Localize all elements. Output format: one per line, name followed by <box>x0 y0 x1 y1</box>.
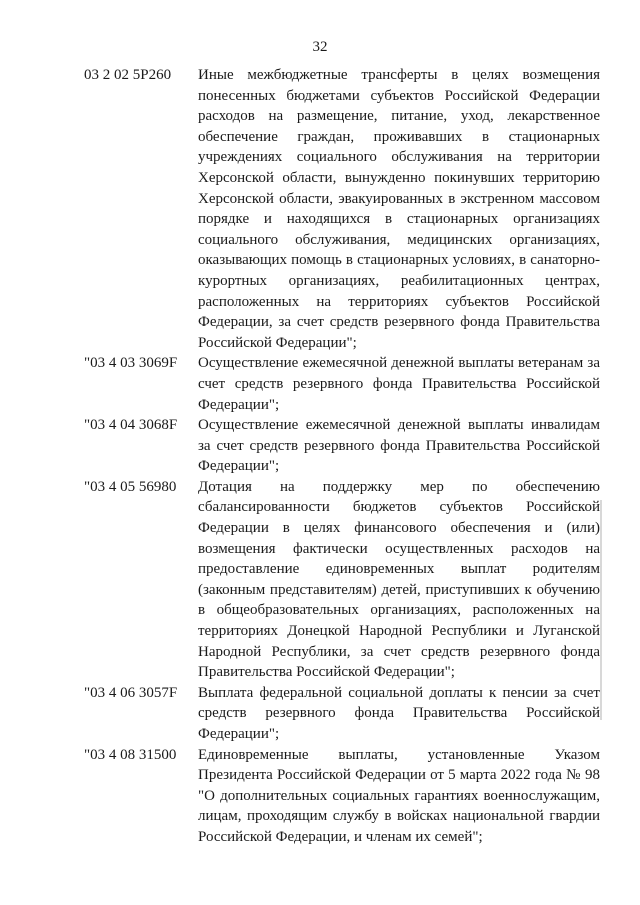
budget-description: Единовременные выплаты, установленные Указом Президента Российской Федерации от 5 марта 2022 года № 98 "О дополнительных социальных гарантиях военнослужащим, лицам, проходящим службу в войсках национальной гвардии Российской Федерации, и членам их семей"; <box>198 746 600 845</box>
budget-code: "03 4 05 56980 <box>84 478 177 495</box>
budget-code: "03 4 04 3068F <box>84 417 178 434</box>
page-number: 32 <box>312 39 328 55</box>
budget-code: "03 4 06 3057F <box>84 684 178 701</box>
budget-code: 03 2 02 5Р260 <box>84 67 172 83</box>
budget-description: Осуществление ежемесячной денежной выплаты инвалидам за счет средств резервного фонда Правительства Российской Федерации"; <box>198 417 600 475</box>
budget-description: Выплата федеральной социальной доплаты к пенсии за счет средств резервного фонда Правительства Российской Федерации"; <box>198 684 600 742</box>
budget-code: "03 4 08 31500 <box>84 746 177 763</box>
budget-entry <box>84 477 600 683</box>
budget-entry <box>84 353 600 415</box>
budget-entry <box>84 683 600 745</box>
budget-entry <box>84 745 600 848</box>
budget-code-list <box>84 65 600 848</box>
budget-code: "03 4 03 3069F <box>84 355 178 372</box>
budget-description: Осуществление ежемесячной денежной выплаты ветеранам за счет средств резервного фонда Правительства Российской Федерации"; <box>198 355 600 413</box>
scan-edge-shadow <box>600 500 602 720</box>
budget-entry <box>84 415 600 477</box>
budget-description: Дотация на поддержку мер по обеспечению сбалансированности бюджетов субъектов Российской Федерации в целях финансового обеспечения и (или) возмещения фактически осуществленных расходов на предоставление единовременных выплат родителям (законным представителям) детей, приступивших к обучению в общеобразовательных организациях, расположенных на территориях Донецкой Народной Республики и Луганской Народной Республики, за счет средств резервного фонда Правительства Российской Федерации"; <box>198 478 600 681</box>
budget-entry <box>84 65 600 353</box>
budget-description: Иные межбюджетные трансферты в целях возмещения понесенных бюджетами субъектов Российской Федерации расходов на размещение, питание, уход, лекарственное обеспечение граждан, проживавших в стационарных учреждениях социального обслуживания на территории Херсонской области, вынужденно покинувших территорию Херсонской области, эвакуированных в экстренном массовом порядке и находящихся в стационарных организациях социального обслуживания, медицинских организациях, оказывающих помощь в стационарных условиях, в санаторно-курортных организациях, реабилитационных центрах, расположенных на территориях субъектов Российской Федерации, за счет средств резервного фонда Правительства Российской Федерации"; <box>198 67 600 351</box>
